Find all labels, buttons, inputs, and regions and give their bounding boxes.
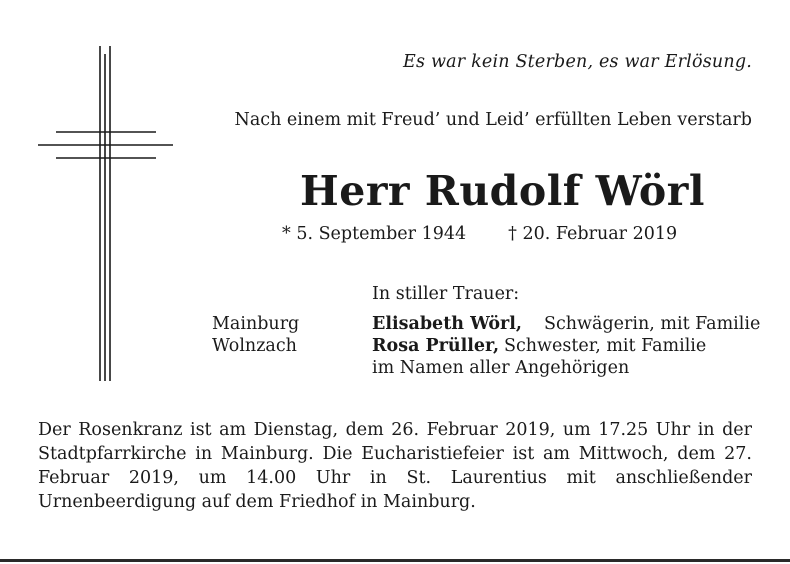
cross-icon	[38, 46, 178, 386]
mourner-relation: Schwester, mit Familie	[504, 336, 707, 356]
intro-line: Nach einem mit Freud’ und Leid’ erfüllten Leben verstarb	[234, 110, 752, 130]
service-details: Der Rosenkranz ist am Dienstag, dem 26. Februar 2019, um 17.25 Uhr in der Stadtpfarrkirche in Mainburg. Die Eucharistiefeier ist am Mittwoch, dem 27. Februar 2019, um 14.00 Uhr in St. Laurentius mit anschließender Urnenbeerdigung auf dem Friedhof in Mainburg.	[38, 420, 752, 512]
mourner-place: Mainburg	[212, 314, 300, 334]
mourner-name: Elisabeth Wörl,	[372, 314, 522, 334]
mourner-place: Wolnzach	[212, 336, 297, 356]
mourning-heading: In stiller Trauer:	[372, 284, 520, 304]
mourner-relation: im Namen aller Angehörigen	[372, 358, 630, 378]
bottom-divider	[0, 559, 790, 562]
mourner-relation: Schwägerin, mit Familie	[544, 314, 761, 334]
mourner-name: Rosa Prüller,	[372, 336, 500, 356]
life-dates	[282, 224, 677, 244]
deceased-name: Herr Rudolf Wörl	[300, 167, 705, 215]
motto: Es war kein Sterben, es war Erlösung.	[403, 52, 752, 72]
birth-date: * 5. September 1944	[282, 224, 467, 244]
death-date: † 20. Februar 2019	[508, 224, 678, 244]
